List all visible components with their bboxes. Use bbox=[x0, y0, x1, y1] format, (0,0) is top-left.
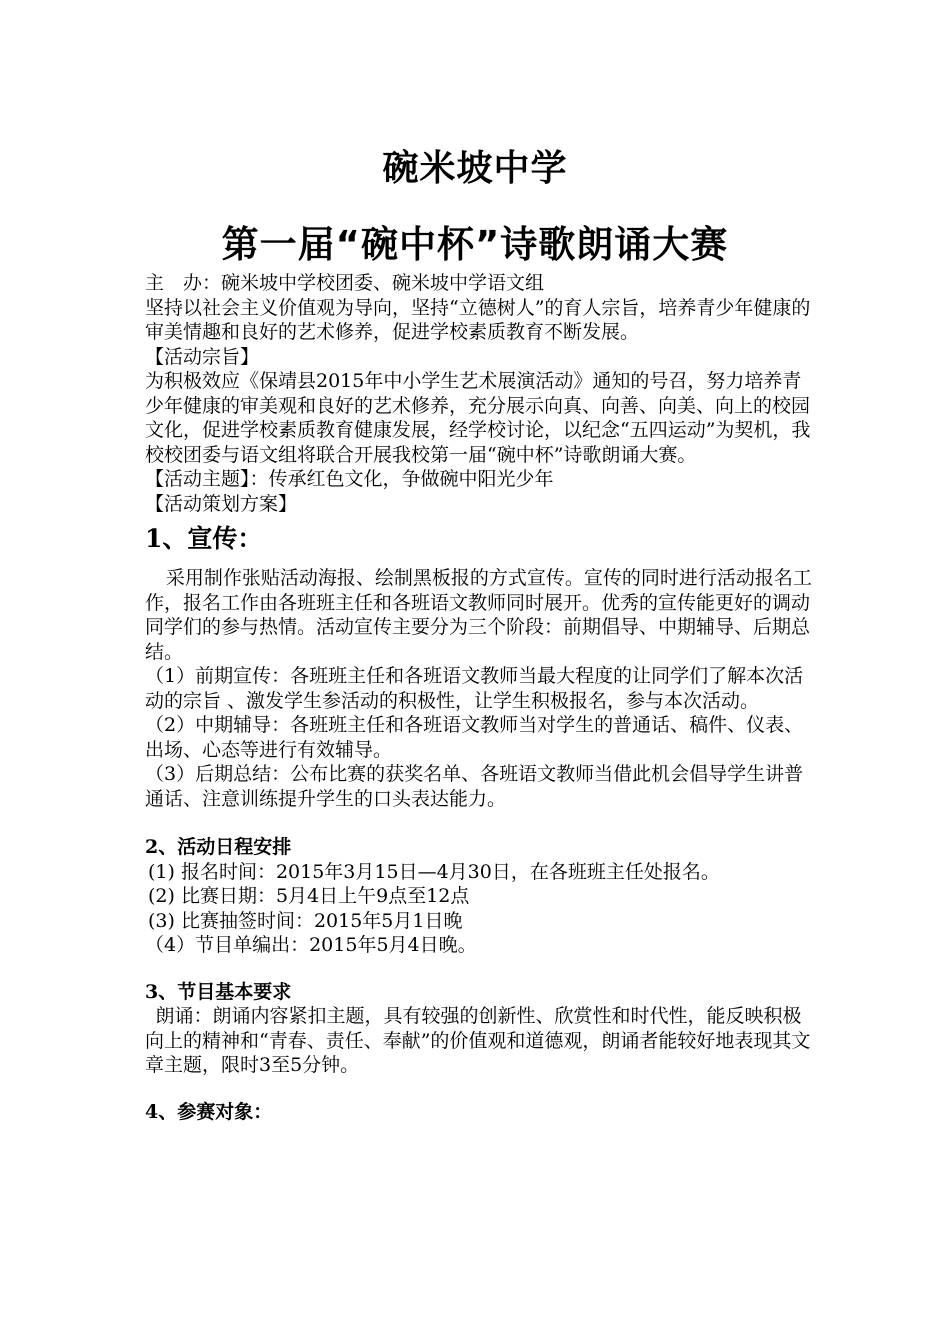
schedule-item: (1) 报名时间：2015年3月15日—4月30日，在各班班主任处报名。 bbox=[148, 860, 720, 883]
organizer-line: 主 办：碗米坡中学校团委、碗米坡中学语文组 bbox=[145, 272, 545, 294]
section4-heading: 4、参赛对象： bbox=[145, 1100, 273, 1123]
school-title: 碗米坡中学 bbox=[382, 148, 568, 189]
purpose-paragraph: 为积极效应《保靖县2015年中小学生艺术展演活动》通知的号召，努力培养青少年健康的审美观和良好的艺术修养，充分展示向真、向善、向美、向上的校园文化，促进学校素质教育健康发展，经学校讨论，以纪念“五四运动”为契机，我校校团委与语文组将联合开展我校第一届“碗中杯”诗歌朗诵大赛。 bbox=[145, 370, 811, 466]
section1-item: （2）中期辅导：各班班主任和各班语文教师当对学生的普通话、稿件、仪表、出场、心态等进行有效辅导。 bbox=[145, 714, 804, 761]
section1-paragraph: 采用制作张贴活动海报、绘制黑板报的方式宣传。宣传的同时进行活动报名工作，报名工作由各班班主任和各班语文教师同时展开。优秀的宣传能更好的调动同学们的参与热情。活动宣传主要分为三个阶段：前期倡导、中期辅导、后期总结。 bbox=[145, 567, 812, 663]
section1-item: （1）前期宣传：各班班主任和各班语文教师当最大程度的让同学们了解本次活动的宗旨 、激发学生参活动的积极性，让学生积极报名，参与本次活动。 bbox=[145, 665, 804, 712]
schedule-item: (3) 比赛抽签时间：2015年5月1日晚 bbox=[148, 909, 463, 932]
schedule-item: (2) 比赛日期：5月4日上午9点至12点 bbox=[148, 885, 470, 907]
document-body bbox=[145, 271, 820, 1124]
section1-heading: 1、宣传： bbox=[145, 524, 263, 553]
plan-heading: 【活动策划方案】 bbox=[145, 492, 298, 515]
section2-heading: 2、活动日程安排 bbox=[145, 836, 292, 858]
section3-heading: 3、节目基本要求 bbox=[145, 980, 292, 1003]
schedule-item: （4）节目单编出：2015年5月4日晚。 bbox=[145, 934, 477, 956]
contest-title: 第一届“碗中杯”诗歌朗诵大赛 bbox=[221, 223, 729, 266]
intro-paragraph: 坚持以社会主义价值观为导向，坚持“立德树人”的育人宗旨，培养青少年健康的审美情趣和良好的艺术修养，促进学校素质教育不断发展。 bbox=[145, 296, 811, 343]
section1-item: （3）后期总结：公布比赛的获奖名单、各班语文教师当借此机会倡导学生讲普通话、注意训练提升学生的口头表达能力。 bbox=[145, 763, 804, 810]
theme-line: 【活动主题】：传承红色文化，争做碗中阳光少年 bbox=[145, 468, 554, 490]
section3-paragraph: 朗诵：朗诵内容紧扣主题，具有较强的创新性、欣赏性和时代性，能反映积极向上的精神和“青春、责任、奉献”的价值观和道德观，朗诵者能较好地表现其文章主题，限时3至5分钟。 bbox=[145, 1005, 811, 1076]
purpose-heading: 【活动宗旨】 bbox=[145, 345, 260, 368]
